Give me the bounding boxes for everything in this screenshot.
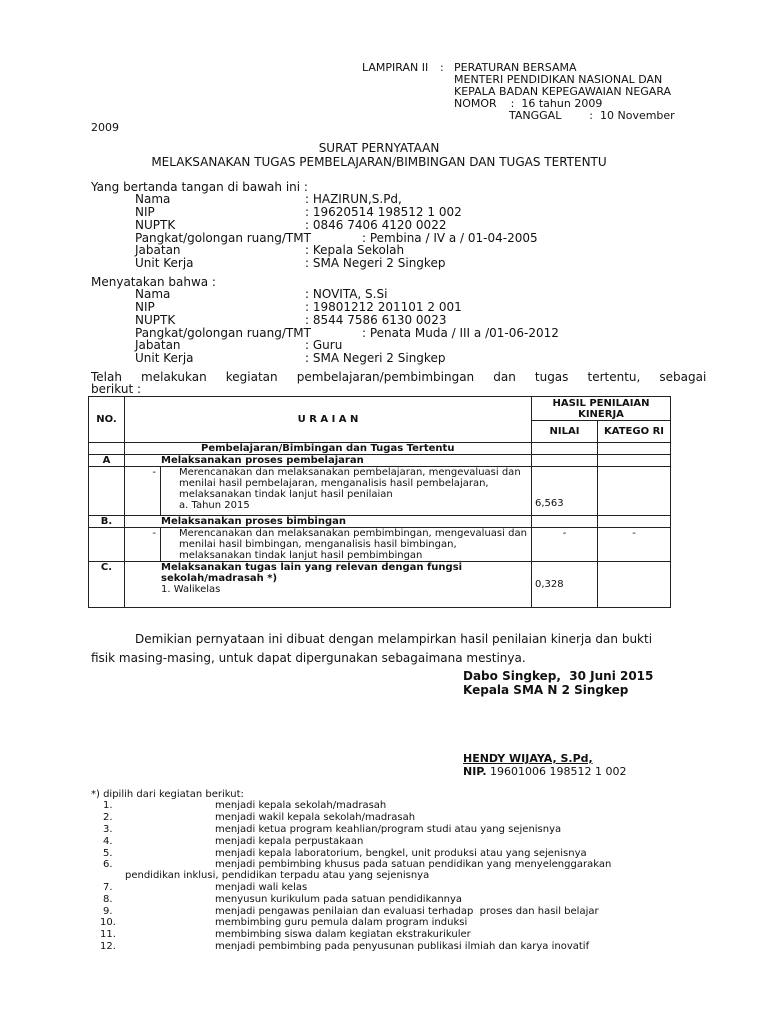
footnote-text: menjadi kepala laboratorium, bengkel, unit produksi atau yang sejenisnya	[215, 848, 587, 859]
row-b-text: Merencanakan dan melaksanakan pembimbingan, mengevaluasi dan menilai hasil bimbingan, menganalisis hasil bimbingan, melaksanakan tindak lanjut hasil pembimbingan	[179, 528, 527, 561]
row-a-nilai: 6,563	[532, 467, 598, 516]
signer-label: Jabatan	[135, 243, 181, 257]
header-line-3: KEPALA BADAN KEPEGAWAIAN NEGARA	[454, 85, 672, 98]
row-a-year: a. Tahun 2015	[179, 500, 250, 511]
row-b-no: B.	[89, 516, 125, 528]
header-nilai: NILAI	[532, 421, 598, 443]
table-row	[89, 455, 671, 467]
header-line-2: MENTERI PENDIDIKAN NASIONAL DAN	[454, 73, 663, 86]
header-tanggal-year: 2009	[91, 121, 119, 134]
signer-value: : Kepala Sekolah	[305, 243, 405, 257]
table-row	[89, 467, 671, 516]
subject-label: Jabatan	[135, 338, 181, 352]
row-b-nilai: -	[532, 528, 598, 562]
signer-value: : HAZIRUN,S.Pd,	[305, 192, 402, 206]
footnote-no: 9.	[103, 906, 113, 917]
footnote-text: membimbing guru pemula dalam program induksi	[215, 917, 468, 928]
footnote-no: 1.	[103, 800, 113, 811]
subject-label: NIP	[135, 300, 155, 314]
footnote-text-cont: pendidikan inklusi, pendidikan terpadu atau yang sejenisnya	[125, 870, 430, 881]
footnote-text: menjadi kepala sekolah/madrasah	[215, 800, 387, 811]
row-a-title: Melaksanakan proses pembelajaran	[125, 455, 532, 467]
row-b-kategori: -	[598, 528, 671, 562]
footnote-text: menjadi ketua program keahlian/program studi atau yang sejenisnya	[215, 824, 562, 835]
footnote-no: 2.	[103, 812, 113, 823]
subject-label: Nama	[135, 287, 171, 301]
row-a-text: Merencanakan dan melaksanakan pembelajaran, mengevaluasi dan menilai hasil pembelajaran, menganalisis hasil pembelajaran, melaksanakan tindak lanjut hasil penilaian	[179, 467, 521, 500]
closing-line-2: fisik masing-masing, untuk dapat dipergunakan sebagaimana mestinya.	[91, 651, 526, 665]
header-uraian: U R A I A N	[125, 397, 532, 443]
signer-value: : 0846 7406 4120 0022	[305, 218, 447, 232]
footnote-no: 11.	[100, 929, 116, 940]
signer-value: : Pembina / IV a / 01-04-2005	[362, 231, 538, 245]
statement-line-2: berikut :	[91, 382, 142, 396]
footnote-text: menjadi kepala perpustakaan	[215, 836, 364, 847]
row-c-item: 1. Walikelas	[161, 584, 221, 595]
subject-intro: Menyatakan bahwa :	[91, 275, 216, 289]
table-row	[89, 528, 671, 562]
signer-label: NIP	[135, 205, 155, 219]
row-c-no: C.	[89, 562, 125, 608]
footnote-text: menjadi pembimbing khusus pada satuan pendidikan yang menyelenggarakan	[215, 859, 612, 870]
signer-value: : 19620514 198512 1 002	[305, 205, 462, 219]
signer-label: Nama	[135, 192, 171, 206]
footnote-text: menjadi wakil kepala sekolah/madrasah	[215, 812, 416, 823]
lampiran-colon: :	[440, 61, 444, 74]
footnote-no: 7.	[103, 882, 113, 893]
statement-line-1: Telah melakukan kegiatan pembelajaran/pembimbingan dan tugas tertentu, sebagai	[91, 370, 707, 384]
signer-label: NUPTK	[135, 218, 176, 232]
row-a-dash: -	[125, 467, 161, 515]
footnote-text: menjadi wali kelas	[215, 882, 308, 893]
lampiran-label: LAMPIRAN II	[362, 61, 429, 74]
header-hasil-penilaian: HASIL PENILAIAN KINERJA	[532, 397, 671, 421]
footnote-no: 3.	[103, 824, 113, 835]
signature-name: HENDY WIJAYA, S.Pd,	[463, 752, 593, 765]
title-line-2: MELAKSANAKAN TUGAS PEMBELAJARAN/BIMBINGAN DAN TUGAS TERTENTU	[151, 155, 607, 169]
row-b-title: Melaksanakan proses bimbingan	[125, 516, 532, 528]
row-c-title: Melaksanakan tugas lain yang relevan dengan fungsi sekolah/madrasah *)	[161, 562, 463, 584]
header-line-1: PERATURAN BERSAMA	[454, 61, 577, 74]
footnote-no: 12.	[100, 941, 116, 952]
activity-table	[88, 396, 671, 608]
row-c-nilai: 0,328	[532, 562, 598, 608]
footnote-text: menjadi pembimbing pada penyusunan publikasi ilmiah dan karya inovatif	[215, 941, 590, 952]
section-title: Pembelajaran/Bimbingan dan Tugas Tertentu	[125, 443, 532, 455]
footnote-text: membimbing siswa dalam kegiatan ekstrakurikuler	[215, 929, 471, 940]
closing-line-1: Demikian pernyataan ini dibuat dengan melampirkan hasil penilaian kinerja dan bukti	[135, 632, 653, 646]
row-a-no: A	[89, 455, 125, 467]
subject-value: : SMA Negeri 2 Singkep	[305, 351, 446, 365]
subject-value: : Penata Muda / III a /01-06-2012	[362, 326, 559, 340]
header-nomor: NOMOR : 16 tahun 2009	[454, 97, 603, 110]
footnote-no: 10.	[100, 917, 116, 928]
footnote-text: menyusun kurikulum pada satuan pendidikannya	[215, 894, 463, 905]
header-kategori: KATEGO RI	[598, 421, 671, 443]
subject-label: Unit Kerja	[135, 351, 194, 365]
title-line-1: SURAT PERNYATAAN	[318, 141, 440, 155]
table-row	[89, 443, 671, 455]
signature-position: Kepala SMA N 2 Singkep	[463, 683, 629, 697]
table-row	[89, 562, 671, 608]
footnote-no: 4.	[103, 836, 113, 847]
header-no: NO.	[89, 397, 125, 443]
subject-label: Pangkat/golongan ruang/TMT	[135, 326, 311, 340]
subject-value: : 8544 7586 6130 0023	[305, 313, 447, 327]
signature-nip-label: NIP.	[463, 765, 487, 778]
subject-value: : 19801212 201101 2 001	[305, 300, 462, 314]
subject-value: : Guru	[305, 338, 343, 352]
signer-value: : SMA Negeri 2 Singkep	[305, 256, 446, 270]
signature-nip-value: 19601006 198512 1 002	[486, 765, 627, 778]
signer-label: Pangkat/golongan ruang/TMT	[135, 231, 311, 245]
signer-label: Unit Kerja	[135, 256, 194, 270]
footnote-no: 8.	[103, 894, 113, 905]
subject-value: : NOVITA, S.Si	[305, 287, 388, 301]
footnote-intro: *) dipilih dari kegiatan berikut:	[91, 789, 244, 800]
signer-intro: Yang bertanda tangan di bawah ini :	[91, 180, 308, 194]
footnote-no: 5.	[103, 848, 113, 859]
table-row	[89, 516, 671, 528]
subject-label: NUPTK	[135, 313, 176, 327]
header-tanggal: TANGGAL : 10 November	[509, 109, 675, 122]
row-b-dash: -	[125, 528, 161, 561]
signature-place-date: Dabo Singkep, 30 Juni 2015	[463, 669, 654, 683]
footnote-no: 6.	[103, 859, 113, 870]
footnote-text: menjadi pengawas penilaian dan evaluasi terhadap proses dan hasil belajar	[215, 906, 599, 917]
